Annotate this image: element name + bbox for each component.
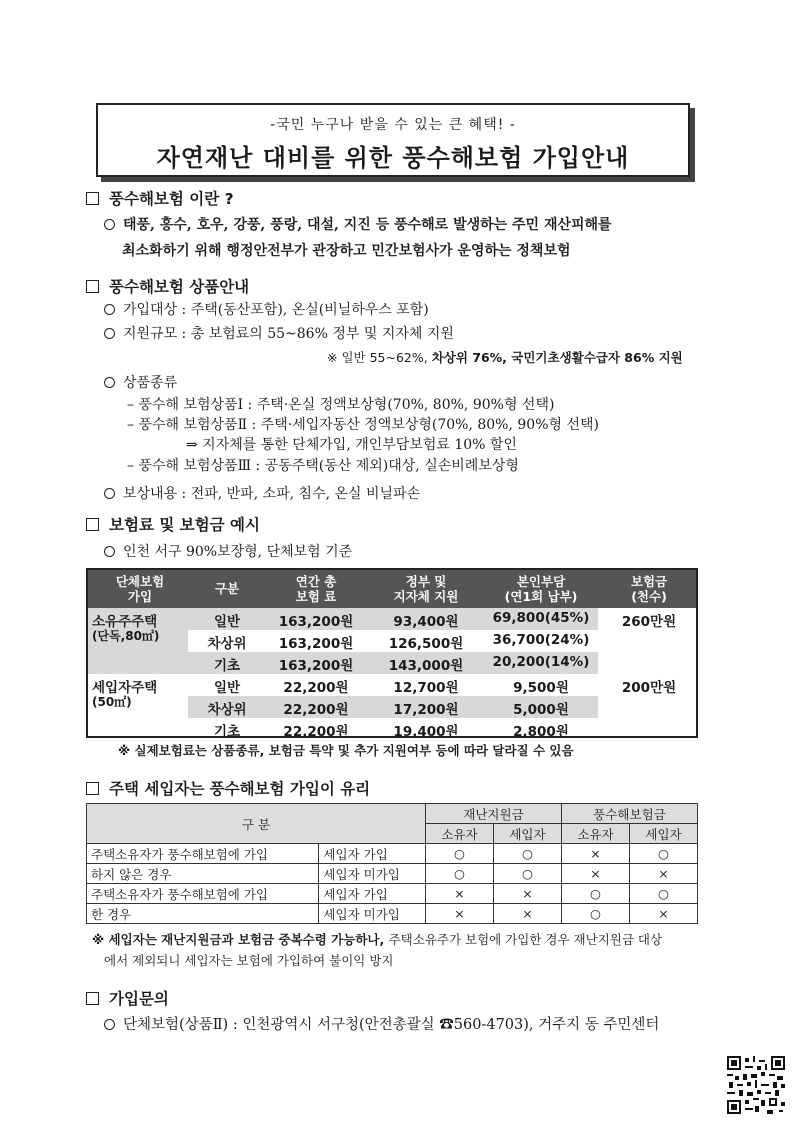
type2-line: – 풍수해 보험상품Ⅱ : 주택·세입자동산 정액보상형(70%, 80%, 90%형 선택) xyxy=(127,417,599,433)
premium-cell-support: 143,000원 xyxy=(388,658,464,674)
types-label: 상품종류 xyxy=(104,372,177,392)
premium-cell-support: 93,400원 xyxy=(393,614,459,630)
section1-heading: 풍수해보험 이란 ? xyxy=(86,187,234,209)
mark-cell: × xyxy=(561,844,629,864)
premium-cell-total: 22,200원 xyxy=(283,680,349,696)
section4-heading: 주택 세입자는 풍수해보험 가입이 유리 xyxy=(86,777,370,799)
circle-bullet-icon xyxy=(104,219,115,230)
premium-cell-total: 163,200원 xyxy=(278,614,354,630)
premium-note: ※ 실제보험료는 상품종류, 보험금 특약 및 추가 지원여부 등에 따라 달라질 수 있음 xyxy=(118,743,574,758)
premium-cell-support: 12,700원 xyxy=(393,680,459,696)
section2-heading: 풍수해보험 상품안내 xyxy=(86,275,249,297)
col-group-header: 구 분 xyxy=(87,804,426,844)
col-relief-header: 재난지원금 xyxy=(425,804,561,824)
checkbox-icon xyxy=(86,518,99,531)
col-owner-header: 소유자 xyxy=(561,824,629,844)
title-box xyxy=(96,103,690,177)
mark-cell: × xyxy=(425,884,493,904)
checkbox-icon xyxy=(86,280,99,293)
group2-area: (50㎡) xyxy=(92,695,132,709)
premium-cell-support: 19,400원 xyxy=(393,724,459,740)
tenant-note-line1: ※ 세입자는 재난지원금과 보험금 중복수령 가능하나, 주택소유주가 보험에 가입한 경우 재난지원금 대상 xyxy=(92,932,663,947)
checkbox-icon xyxy=(86,992,99,1005)
mark-cell: × xyxy=(425,904,493,924)
circle-bullet-icon xyxy=(104,328,115,339)
premium-cell-self: 9,500원 xyxy=(513,680,569,696)
premium-cell-support: 17,200원 xyxy=(393,702,459,718)
header-cell: 보험금 (천수) xyxy=(630,574,668,604)
support-note: ※ 일반 55~62%, 차상위 76%, 국민기초생활수급자 86% 지원 xyxy=(327,350,683,365)
mark-cell: × xyxy=(629,864,697,884)
section5-heading: 가입문의 xyxy=(86,987,169,1009)
type2-sub-line: ⇒ 지자체를 통한 단체가입, 개인부담보험료 10% 할인 xyxy=(186,437,517,453)
circle-bullet-icon xyxy=(104,377,115,388)
circle-bullet-icon xyxy=(104,488,115,499)
mark-cell: ○ xyxy=(425,844,493,864)
coverage-line: 보상내용 : 전파, 반파, 소파, 침수, 온실 비닐파손 xyxy=(104,483,420,503)
premium-table xyxy=(86,568,698,738)
mark-cell: ○ xyxy=(629,844,697,864)
section1-line2: 최소화하기 위해 행정안전부가 관장하고 민간보험사가 운영하는 정책보험 xyxy=(122,243,571,259)
premium-cell-kind: 차상위 xyxy=(207,702,247,718)
mark-cell: ○ xyxy=(561,904,629,924)
qr-code-icon xyxy=(727,1056,785,1114)
support-line: 지원규모 : 총 보험료의 55~86% 정부 및 지자체 지원 xyxy=(104,323,454,343)
group1-area: (단독,80㎡) xyxy=(92,629,160,643)
circle-bullet-icon xyxy=(104,546,115,557)
case2-a: 주택소유자가 풍수해보험에 가입 xyxy=(87,884,319,904)
premium-cell-kind: 차상위 xyxy=(207,636,247,652)
sub-label: 세입자 가입 xyxy=(319,884,426,904)
tenant-table xyxy=(86,803,698,924)
premium-cell-total: 22,200원 xyxy=(283,724,349,740)
col-tenant-header: 세입자 xyxy=(629,824,697,844)
premium-table-header xyxy=(88,570,696,608)
mark-cell: × xyxy=(561,864,629,884)
premium-cell-total: 22,200원 xyxy=(283,702,349,718)
header-cell: 연간 총 보험 료 xyxy=(295,574,337,604)
section1-line1: 태풍, 홍수, 호우, 강풍, 풍랑, 대설, 지진 등 풍수해로 발생하는 주민 재산피해를 xyxy=(104,214,612,234)
header-cell: 본인부담 (연1회 납부) xyxy=(504,574,578,604)
checkbox-icon xyxy=(86,192,99,205)
premium-cell-self: 2,800원 xyxy=(513,724,569,740)
page-subtitle: -국민 누구나 받을 수 있는 큰 혜택! - xyxy=(270,117,516,133)
type3-line: – 풍수해 보험상품Ⅲ : 공동주택(동산 제외)대상, 실손비례보상형 xyxy=(127,458,519,474)
basis-line: 인천 서구 90%보장형, 단체보험 기준 xyxy=(104,541,352,561)
group1-payout: 260만원 xyxy=(621,614,677,630)
circle-bullet-icon xyxy=(104,304,115,315)
checkbox-icon xyxy=(86,782,99,795)
premium-cell-kind: 기초 xyxy=(213,658,241,674)
mark-cell: ○ xyxy=(425,864,493,884)
mark-cell: ○ xyxy=(561,884,629,904)
col-owner-header: 소유자 xyxy=(425,824,493,844)
target-line: 가입대상 : 주택(동산포함), 온실(비닐하우스 포함) xyxy=(104,299,429,319)
premium-cell-kind: 일반 xyxy=(213,680,241,696)
circle-bullet-icon xyxy=(104,1019,115,1030)
page-title: 자연재난 대비를 위한 풍수해보험 가입안내 xyxy=(156,144,630,172)
premium-cell-total: 163,200원 xyxy=(278,658,354,674)
premium-cell-support: 126,500원 xyxy=(388,636,464,652)
mark-cell: × xyxy=(493,904,561,924)
header-cell: 단체보험 가입 xyxy=(115,574,165,604)
premium-cell-total: 163,200원 xyxy=(278,636,354,652)
header-cell: 구분 xyxy=(214,581,240,596)
mark-cell: ○ xyxy=(493,864,561,884)
sub-label: 세입자 가입 xyxy=(319,844,426,864)
header-cell: 정부 및 지자체 지원 xyxy=(393,574,459,604)
mark-cell: × xyxy=(629,904,697,924)
case1-b: 하지 않은 경우 xyxy=(87,864,319,884)
col-tenant-header: 세입자 xyxy=(493,824,561,844)
sub-label: 세입자 미가입 xyxy=(319,904,426,924)
premium-cell-kind: 일반 xyxy=(213,614,241,630)
sub-label: 세입자 미가입 xyxy=(319,864,426,884)
case2-b: 한 경우 xyxy=(87,904,319,924)
type1-line: – 풍수해 보험상품Ⅰ : 주택·온실 정액보상형(70%, 80%, 90%형 선택) xyxy=(127,397,555,413)
case1-a: 주택소유자가 풍수해보험에 가입 xyxy=(87,844,319,864)
col-insurance-header: 풍수해보험금 xyxy=(561,804,697,824)
premium-cell-self: 20,200(14%) xyxy=(492,654,590,670)
contact-line: 단체보험(상품Ⅱ) : 인천광역시 서구청(안전총괄실 ☎560-4703), 거주지 동 주민센터 xyxy=(104,1013,659,1034)
group1-label: 소유주주택 xyxy=(92,614,158,630)
group2-payout: 200만원 xyxy=(621,680,677,696)
mark-cell: × xyxy=(493,884,561,904)
group2-label: 세입자주택 xyxy=(92,680,158,696)
tenant-note-line2: 에서 제외되니 세입자는 보험에 가입하여 불이익 방지 xyxy=(104,953,394,968)
mark-cell: ○ xyxy=(493,844,561,864)
section3-heading: 보험료 및 보험금 예시 xyxy=(86,513,260,535)
premium-cell-self: 5,000원 xyxy=(513,702,569,718)
premium-cell-self: 36,700(24%) xyxy=(492,632,590,648)
mark-cell: ○ xyxy=(629,884,697,904)
premium-cell-kind: 기초 xyxy=(213,724,241,740)
premium-cell-self: 69,800(45%) xyxy=(492,610,590,626)
